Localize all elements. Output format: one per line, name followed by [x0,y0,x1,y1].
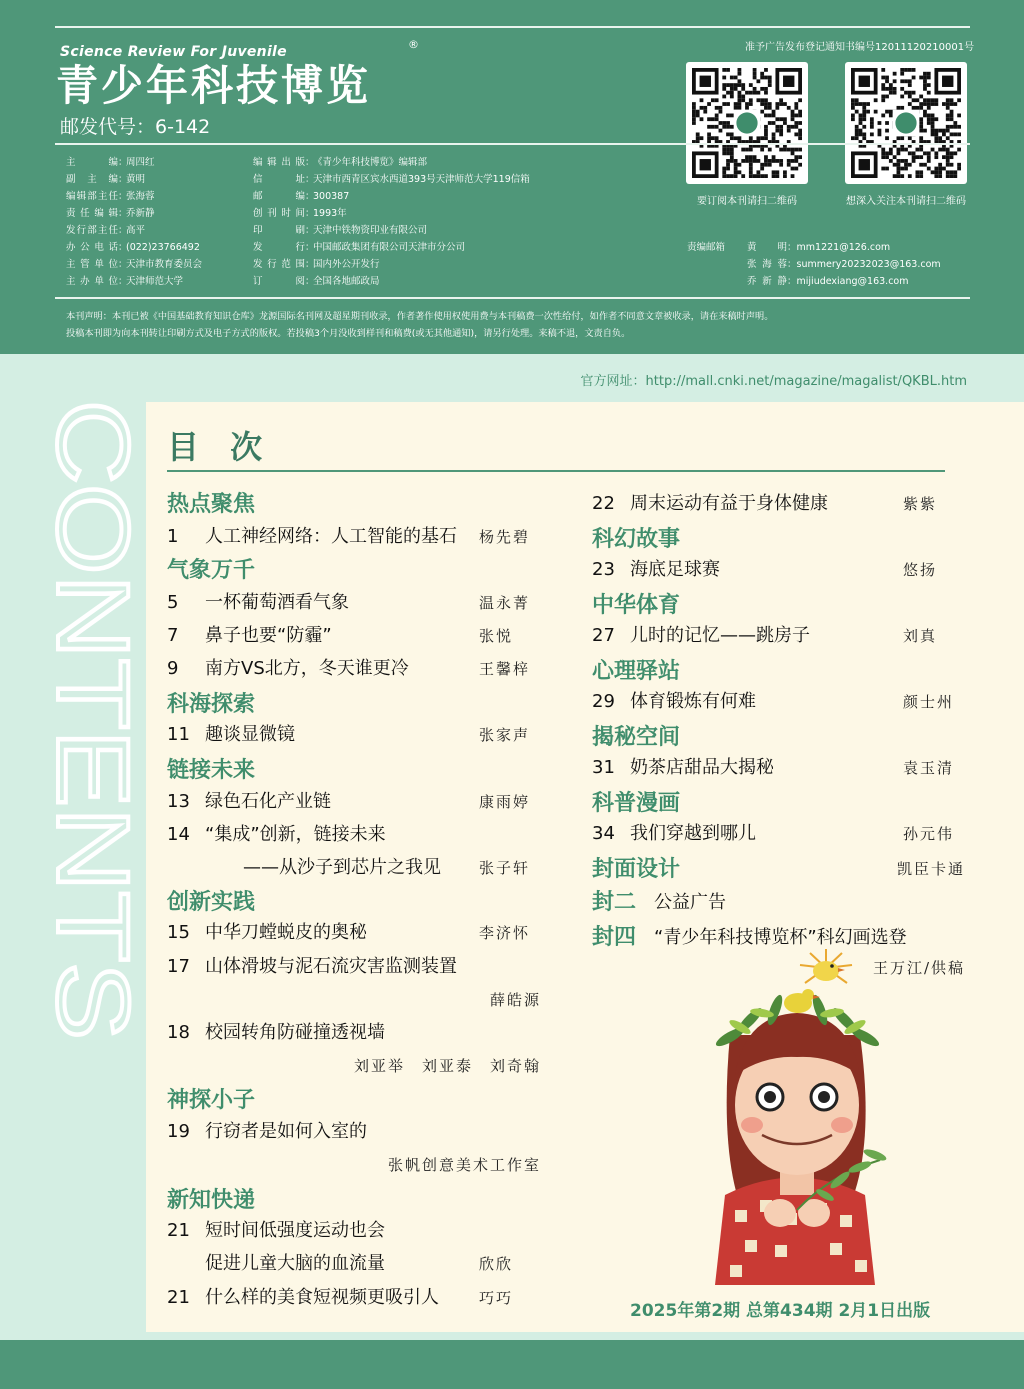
page-number: 13 [167,791,190,812]
info-row [253,222,530,239]
entry-author: 康雨婷 [479,793,531,811]
section-heading: 封四 [592,925,637,950]
info-value: 300387 [313,191,350,202]
info-label: 发行范围 [253,259,305,270]
qr-code-icon [851,68,961,178]
info-row [66,273,202,290]
entry-author: 袁玉清 [903,759,955,777]
magazine-title: 青少年科技博览 [56,61,372,110]
info-colon: ： [118,174,128,185]
toc-entry[interactable] [592,689,756,715]
page-number: 9 [167,658,179,679]
registered-mark: ® [408,38,419,51]
entry-author: 李济怀 [479,924,531,942]
toc-entry[interactable] [167,656,409,682]
issue-info: 2025年第2期 总第434期 2月1日出版 [630,1301,931,1321]
entry-title: 山体滑坡与泥石流灾害监测装置 [205,956,457,977]
toc-entry[interactable] [167,1020,385,1046]
toc-entry[interactable] [167,789,331,815]
entry-author: 刘真 [903,627,938,645]
info-label: 订阅 [253,276,305,287]
info-value: (022)23766492 [126,242,200,253]
footer-band [0,1340,1024,1389]
info-value: 黄明 [126,174,146,185]
info-colon: ： [305,191,315,202]
info-colon: ： [118,225,128,236]
entry-author: 张子轩 [479,859,531,877]
info-label: 印刷 [253,225,305,236]
ad-permit-number: 准予广告发布登记通知书编号12011120210001号 [745,42,975,53]
section-heading: 气象万千 [167,558,256,583]
entry-title: 什么样的美食短视频更吸引人 [205,1287,439,1308]
entry-title: 人工神经网络：人工智能的基石 [205,526,457,547]
info-colon: ： [787,276,797,287]
info-row [253,239,530,256]
toc-entry[interactable] [592,491,828,517]
info-colon: ： [305,276,315,287]
entry-title: 我们穿越到哪儿 [630,823,756,844]
entry-author: 孙元伟 [903,825,955,843]
info-value: 高平 [126,225,146,236]
editor-name: 乔新静 [747,276,787,287]
info-row [66,171,202,188]
entry-author: 王万江/供稿 [872,959,965,977]
toc-entry[interactable] [167,1285,439,1311]
info-row [253,256,530,273]
page-number: 29 [592,691,615,712]
info-colon: ： [305,259,315,270]
info-value: 张海蓉 [126,191,155,202]
page-number: 7 [167,625,179,646]
info-colon: ： [118,259,128,270]
info-label: 发行 [253,242,305,253]
info-value: 周四红 [126,157,155,168]
toc-entry[interactable] [167,524,457,550]
page-number: 18 [167,1022,190,1043]
info-colon: ： [787,242,797,253]
header-top-rule [55,26,970,28]
info-colon: ： [305,208,315,219]
toc-entry[interactable] [167,954,457,980]
page-number: 17 [167,956,190,977]
entry-author: 温永菁 [479,594,531,612]
entry-author: 欣欣 [479,1255,514,1273]
entry-author: 悠扬 [903,561,938,579]
info-value: 天津中铁物资印业有限公司 [313,225,428,236]
page-number: 5 [167,592,179,613]
english-title: Science Review For Juvenile [60,44,287,60]
section-heading: 神探小子 [167,1088,256,1113]
entry-author: 紫紫 [903,495,938,513]
page-number: 22 [592,493,615,514]
entry-title: 趣谈显微镜 [205,724,295,745]
toc-entry[interactable] [167,722,295,748]
page-number: 19 [167,1121,190,1142]
entry-author: 杨先碧 [479,528,531,546]
masthead [0,0,1024,354]
entry-author: 薛皓源 [489,991,541,1009]
info-label: 副主编 [66,174,118,185]
toc-entry[interactable] [592,755,774,781]
statement-line: 本刊声明：本刊已被《中国基础教育知识仓库》龙源国际名刊网及超星期刊收录，作者著作使用权使用费与本刊稿费一次性给付，如作者不同意文章被收录，请在来稿时声明。 [66,311,774,322]
section-heading: 中华体育 [592,593,681,618]
email-row [687,256,941,273]
page-number: 14 [167,824,190,845]
entry-author: 巧巧 [479,1289,514,1307]
subscribe-qr-code[interactable] [686,62,808,184]
toc-entry[interactable] [592,623,810,649]
toc-entry[interactable] [167,822,386,848]
toc-entry[interactable] [592,557,720,583]
bird-icon [797,947,855,989]
toc-entry[interactable] [167,1119,367,1145]
entry-title: ——从沙子到芯片之我见 [243,857,441,878]
entry-author: 颜士州 [903,693,955,711]
editor-name: 黄明 [747,242,787,253]
info-label: 信址 [253,174,305,185]
editor-name: 张海蓉 [747,259,787,270]
email-label: 责编邮箱 [687,242,726,253]
entry-author: 张家声 [479,726,531,744]
editor-email[interactable]: mijiudexiang@163.com [796,276,909,287]
info-colon: ： [305,157,315,168]
contents-watermark [28,400,150,1050]
entry-title: 绿色石化产业链 [205,791,331,812]
info-colon: ： [118,276,128,287]
info-row [253,171,530,188]
info-label: 主管单位 [66,259,118,270]
page-number: 21 [167,1220,190,1241]
page-number: 31 [592,757,615,778]
info-label: 发行部主任 [66,225,118,236]
entry-title: 短时间低强度运动也会 [205,1220,385,1241]
section-heading: 揭秘空间 [592,725,681,750]
entry-title: 儿时的记忆——跳房子 [630,625,810,646]
qr-code-icon [692,68,802,178]
section-heading: 封面设计 [592,857,681,882]
info-row [66,222,202,239]
toc-entry[interactable] [167,590,349,616]
masthead-info-left [66,154,202,290]
info-value: 全国各地邮政局 [313,276,380,287]
entry-title: 鼻子也要“防霾” [205,625,332,646]
info-label: 主办单位 [66,276,118,287]
page-number: 11 [167,724,190,745]
info-label: 办公电话 [66,242,118,253]
cover-girl-illustration [690,945,900,1285]
info-row [253,205,530,222]
info-colon: ： [118,157,128,168]
page-number: 27 [592,625,615,646]
contents-word-text: CONTENTS [36,400,150,961]
toc-entry[interactable] [167,1218,385,1244]
entry-title: 中华刀螳蜕皮的奥秘 [205,922,367,943]
info-value: 1993年 [313,208,347,219]
info-row [66,239,202,256]
page-number: 21 [167,1287,190,1308]
info-row [66,205,202,222]
section-heading: 创新实践 [167,890,256,915]
masthead-info-middle [253,154,530,290]
qr-caption-subscribe: 要订阅本刊请扫二维码 [697,196,797,207]
entry-author: 凯臣卡通 [896,860,965,878]
toc-title: 目 次 [167,428,273,466]
info-label: 责任编辑 [66,208,118,219]
header-bottom-rule [55,297,970,299]
info-label: 编辑部主任 [66,191,118,202]
info-row [253,188,530,205]
info-colon: ： [305,225,315,236]
entry-author: 刘亚举 刘亚泰 刘奇翰 [353,1057,541,1075]
toc-entry[interactable] [167,920,367,946]
entry-title: 海底足球赛 [630,559,720,580]
info-value: 《青少年科技博览》编辑部 [313,157,428,168]
info-colon: ： [305,174,315,185]
copyright-statement [66,308,966,342]
entry-title: 校园转角防碰撞透视墙 [205,1022,385,1043]
header-mid-rule [55,143,970,145]
info-row [66,188,202,205]
section-heading: 链接未来 [167,758,256,783]
info-row [66,154,202,171]
entry-title: 促进儿童大脑的血流量 [205,1253,385,1274]
follow-qr-code[interactable] [845,62,967,184]
email-row [687,273,941,290]
toc-entry[interactable] [167,623,332,649]
section-heading: 科幻故事 [592,527,681,552]
postal-code: 邮发代号：6-142 [60,116,211,138]
section-heading: 热点聚焦 [167,492,256,517]
info-value: 国内外公开发行 [313,259,380,270]
info-label: 主编 [66,157,118,168]
entry-title: “集成”创新，链接未来 [205,824,386,845]
statement-line: 投稿本刊即为向本刊转让印刷方式及电子方式的版权。若投稿3个月没收到样刊和稿费(或无其他通知)，请另行处理。来稿不退，文责自负。 [66,328,631,339]
info-colon: ： [118,191,128,202]
entry-title: 周末运动有益于身体健康 [630,493,828,514]
editor-email[interactable]: summery20232023@163.com [796,259,941,270]
toc-entry[interactable]: “青少年科技博览杯”科幻画选登 [654,927,907,948]
email-label [687,256,747,273]
email-label [687,273,747,290]
toc-entry[interactable] [167,1251,385,1277]
page-number: 34 [592,823,615,844]
toc-entry[interactable]: 公益广告 [654,892,726,913]
editor-emails [687,239,941,290]
toc-entry[interactable] [167,855,441,881]
info-label: 邮编 [253,191,305,202]
website-label: 官方网址： [580,374,646,389]
page-number: 15 [167,922,190,943]
section-heading: 封二 [592,890,637,915]
info-label: 创刊时间 [253,208,305,219]
info-label: 编辑出版 [253,157,305,168]
section-heading: 科普漫画 [592,791,681,816]
info-value: 乔新静 [126,208,155,219]
section-heading: 新知快递 [167,1188,256,1213]
page-number: 23 [592,559,615,580]
entry-title: 体育锻炼有何难 [630,691,756,712]
entry-title: 一杯葡萄酒看气象 [205,592,349,613]
info-value: 天津师范大学 [126,276,184,287]
info-value: 天津市教育委员会 [126,259,203,270]
toc-title-rule [167,470,945,472]
entry-author: 张帆创意美术工作室 [387,1156,541,1174]
section-heading: 科海探索 [167,692,256,717]
info-colon: ： [118,208,128,219]
toc-entry[interactable] [592,821,756,847]
info-value: 天津市西青区宾水西道393号天津师范大学119信箱 [313,174,530,185]
page-number: 1 [167,526,179,547]
entry-title: 奶茶店甜品大揭秘 [630,757,774,778]
info-row [253,154,530,171]
website-url[interactable]: http://mall.cnki.net/magazine/magalist/QKBL.htm [645,374,967,389]
entry-title: 行窃者是如何入室的 [205,1121,367,1142]
entry-author: 张悦 [479,627,514,645]
info-row [66,256,202,273]
info-row [253,273,530,290]
qr-caption-follow: 想深入关注本刊请扫二维码 [846,196,966,207]
info-value: 中国邮政集团有限公司天津市分公司 [313,242,466,253]
info-colon: ： [118,242,128,253]
entry-author: 王馨梓 [479,660,531,678]
info-colon: ： [787,259,797,270]
entry-title: 南方VS北方，冬天谁更冷 [205,658,409,679]
editor-email[interactable]: mm1221@126.com [796,242,891,253]
section-heading: 心理驿站 [592,659,681,684]
official-website [581,370,967,389]
info-colon: ： [305,242,315,253]
email-row [687,239,941,256]
